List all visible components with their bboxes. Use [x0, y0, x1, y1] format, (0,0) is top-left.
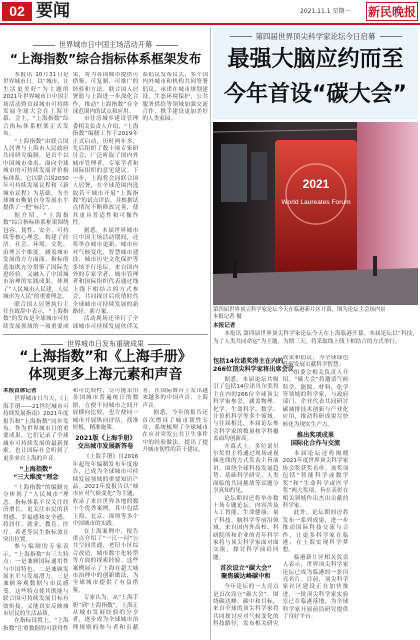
article-3-headline-line-1: 最强大脑应约而至: [227, 47, 404, 72]
article-2-headline-line-1: “上海指数”和《上海手册》: [19, 349, 192, 365]
body-paragraph: 世界城市日当天，《上海手册——21世纪城市可持续发展指南》2021年度报告和“上海指数”同步发布。作为世界城市日的重要成果，它们记录了全球城市可持续发展的最新探索，也让国际社会听到了更多来自上海的声音。: [3, 396, 69, 462]
body-paragraph: “上海指数”由联合国人居署与上海市人民政府共同研究编制，是首个以中国城市命名、面向全球城市的可持续发展评价指标体系。它以联合国2030年可持续发展议程和《新城市议程》为基础，为全球城市衡量自身发展水平提供了一把“标尺”。: [3, 138, 69, 212]
subhead-line: “上海指数”: [19, 466, 53, 474]
article-3-body: [213, 355, 418, 638]
photo-caption: [213, 307, 418, 321]
body-paragraph: 活动现场还举行了全球城市可持续发展伙伴关系倡议发布仪式，多个国内外城市和机构共同签署倡议，承诺在城市规划建设、生态环境保护、公共服务供给等领域加强交流合作，携手建设更加美好的人类家园。: [72, 72, 208, 330]
subhead-line: 聚焦碳达峰碳中和: [221, 573, 271, 581]
body-paragraph: 此外，论坛期间还将发布一系列成果，进一步推动国际科技交流与合作，让更多科学家在临港、在上海实现科学梦想。: [282, 510, 349, 554]
article-3-subhead-2: [213, 565, 279, 581]
article-3-heading-1: [213, 358, 294, 374]
article-3-lead: [213, 323, 418, 346]
article-1-body: [3, 72, 208, 332]
article-3-byline: 本报记者: [213, 323, 236, 329]
article-divider: [3, 334, 208, 335]
event-photo-image: [213, 122, 418, 305]
body-paragraph: 本届论坛还将揭晓2021年度世界顶尖科学家协会奖获奖名单。该奖项包括“智能科学或数学奖”和“生命科学或医学奖”两大奖项，旨在表彰在相关领域作出杰出贡献的科学家。: [282, 451, 349, 509]
body-paragraph: 开幕式上，多位诺贝尔奖得主将通过现场或视频连线的方式发表主旨演讲，围绕全球科技发展趋势、基础科学研究、人类面临的共同挑战等议题分享真知灼见。: [213, 443, 279, 495]
body-paragraph: 在上海案例中，报告重点介绍了“一江一河”公共空间贯通、老旧小区综合改造、城市数字化转型等方面的探索经验。这些案例展示了上海在超大城市治理中的创新做法，为全球城市提供了有益借鉴。: [72, 528, 139, 594]
column-divider: [210, 27, 211, 640]
caption-line: 第四届世界顶尖科学家论坛今天在临港新片区开幕，图为论坛主会场内景: [213, 307, 386, 313]
photo-sign-title: World Laureates Forum: [281, 199, 351, 206]
body-paragraph: 参与编制的专家表示，“上海指数”有三大特点：一是兼顾国际通用性与中国特色，二是兼顾发展水平与发展潜力，三是兼顾客观数据与市民感受。这些特点使其既能与联合国可持续发展目标有效衔接，又能真实反映城市居民的生活品质。: [3, 544, 69, 617]
caption-credit: 本报记者 摄: [213, 314, 242, 320]
article-2-byline: 本报首席记者: [3, 388, 37, 394]
article-2-body: [3, 388, 208, 638]
body-paragraph: 据悉，本届论坛共吸引了包括14位诺贝尔奖得主在内的266位全球顶尖科学家参会，涵盖物理、化学、生命科学、数学、计算机科学等多个领域。与往届相比，本届论坛参会科学家的数量和学科覆盖面均创新高。: [213, 377, 279, 443]
subhead-line: 推出奖项成果: [296, 432, 335, 440]
article-1-kicker: [3, 40, 208, 50]
article-2-subhead-1: [3, 466, 69, 482]
body-paragraph: 本报讯 10月31日是世界城市日。以“城市，让生活更美好”为主题的2021年世界城市日中国主场活动暨首届城市可持续发展全球大会在上海开幕。会上，“上海指数”综合指标体系框架正式发布。: [3, 72, 69, 138]
body-paragraph: 临港新片区相关负责人表示，世界顶尖科学家论坛已成为临港的一张闪亮名片。目前，顶尖科学家社区建设正在加快推进，一批顶尖科学家实验室已在临港落地，为全球科学家开展前沿研究提供了良好平台。: [282, 554, 349, 620]
article-1-kicker-text: 世界城市日中国主场活动开幕: [58, 40, 153, 49]
body-paragraph: 在指标设置上，“上海指数”注重数据的可获得性和可比较性，尽可能采用各国城市普遍统计的数据，方便不同城市之间开展横向比较，也方便同一城市开展纵向评估，找准短板，精准施策。: [3, 388, 139, 632]
body-paragraph: 组委会相关负责人介绍，“碳大会”将邀请气候科学、能源、材料、化学等领域的科学家，与政府部门、企业代表共同研讨碳减排技术创新与产业化应用，推动科研成果尽快转化为现实生产力。: [282, 369, 349, 428]
article-2-subhead-2: [73, 435, 139, 451]
body-paragraph: 今年论坛的一大亮点是首次设立“碳大会”。围绕碳达峰、碳中和目标，来自全球的顶尖科学家将共同探讨应对气候变化的科技路径，发布相关研究成果和倡议，为全球绿色低碳发展贡献科学智慧。: [213, 355, 349, 628]
article-3-kicker-text: 第四届世界顶尖科学家论坛今日启幕: [255, 32, 376, 41]
body-paragraph: 市住房城乡建设管理委相关负责人介绍，“上海指数”编制工作于2019年正式启动，历时两年多，先后组织了数十场专家研讨会，广泛听取了国内外城市管理者、专家学者和国际组织的意见建议。下一步，上海将会同联合国人居署，在全球范围内选取若干城市开展“上海指数”的试点评估，并根据试点情况不断修改完善，使其更具普适性和可操作性。: [72, 116, 139, 227]
body-paragraph: 论坛期间还将举办数十场专题论坛，内容涉及人工智能、生命健康、量子科技、脑科学等前沿领域。来自国内外高校、科研院所和企业的青年科学家将与顶尖科学家面对面交流，探讨科学前沿问题。: [213, 495, 279, 561]
article-1-headline: “上海指数”综合指标体系框架发布: [9, 51, 202, 66]
body-paragraph: 据悉，今年的报告还首次增设了城市韧性专章，系统梳理了全球城市在应对突发公共卫生事件中的经验做法，提出了提升城市韧性的若干建议。: [142, 410, 208, 454]
article-3-kicker: [213, 31, 418, 42]
photo-sign-year: 2021: [302, 177, 330, 191]
subhead-line: 266位顶尖科学家将出席会议: [213, 366, 294, 373]
article-3-subhead-3: [283, 432, 349, 448]
article-3-headline-line-2: 今年首设“碳大会”: [224, 82, 407, 107]
subhead-line: “三大维度”理念: [13, 474, 59, 482]
header-rule: [0, 23, 420, 25]
subhead-line: 包括14位诺奖得主在内的: [213, 358, 284, 365]
article-2-headline-line-2: 体现更多上海元素和声音: [28, 367, 183, 383]
subhead-line: 首次设立“碳大会”: [220, 565, 272, 573]
body-paragraph: 专家认为，从“上海手册”到“上海指数”，上海正从城市发展经验的分享者，逐步成为全球城市治理规则的参与者和贡献者，在国际舞台上发出越来越多的中国声音、上海声音。: [72, 388, 208, 631]
body-paragraph: “上海指数”的编制充分体现了“人民城市”理念。指标体系不仅关注经济增长，更关注市民的获得感、幸福感和安全感，将居住、就业、教育、医疗、养老等民生指标放在突出位置。: [3, 485, 69, 543]
lead-paragraph: 本报讯 第四届世界顶尖科学家论坛今天在上海临港开幕。本届论坛以“科技，为了人类共同命运”为主题，为期三天，将采取线上线下相结合的方式举行。: [213, 331, 418, 345]
body-paragraph: 据介绍，“上海指数”综合指标体系框架围绕包容、韧性、安全、可持续等核心理念，构建了经济、社会、环境、文化、治理五个维度，涵盖城市发展的方方面面。指标的选取既充分借鉴了国际先进经验，又融入了中国城市治理的实践成果，体现了“人民城市人民建，人民城市为人民”的重要理念。: [3, 212, 69, 301]
article-2-kicker-text: 世界城市日发布重磅成果: [67, 340, 144, 348]
body-paragraph: 联合国人居署执行主任在致辞中表示，“上海指数”的发布是全球城市可持续发展领域的一项重要成果，将为各国城市提供可借鉴、可复制、可推广的经验和方法。联合国人居署愿与上海进一步深化合作，推动“上海指数”在全球范围内的试点和应用。: [3, 72, 139, 330]
issue-date: 2021.11.1 星期一: [300, 8, 351, 15]
subhead-line: 交出城市发展新答卷: [77, 443, 134, 451]
subhead-line: 国际化合作与交流: [290, 440, 341, 448]
body-paragraph: 《上海手册》自2016年起每年编制发布年度报告，已成为全球城市可持续发展领域的重要知识产品。2021年度报告以“城市应对气候变化”为主题，收录了来自世界各地的数十个优秀案例，其中包括上海、北京、深圳等多个中国城市的实践。: [72, 454, 139, 528]
subhead-line: 2021版《上海手册》: [75, 435, 136, 443]
section-title: 要闻: [36, 1, 70, 21]
body-paragraph: 据悉，本届世界城市日中国主场活动期间，还将举办城市更新、城市应对气候变化、智慧城市建设、城市历史文化保护等多场平行论坛。来自国内外的专家学者、城市管理者和国际组织代表通过线上线下相结合的方式参会，共同探讨后疫情时代全球城市可持续发展的新路径、新方案。: [72, 227, 139, 315]
newspaper-logo: 新民晚报: [366, 2, 418, 21]
page-number: 02: [2, 2, 32, 21]
event-photo: [213, 122, 418, 305]
